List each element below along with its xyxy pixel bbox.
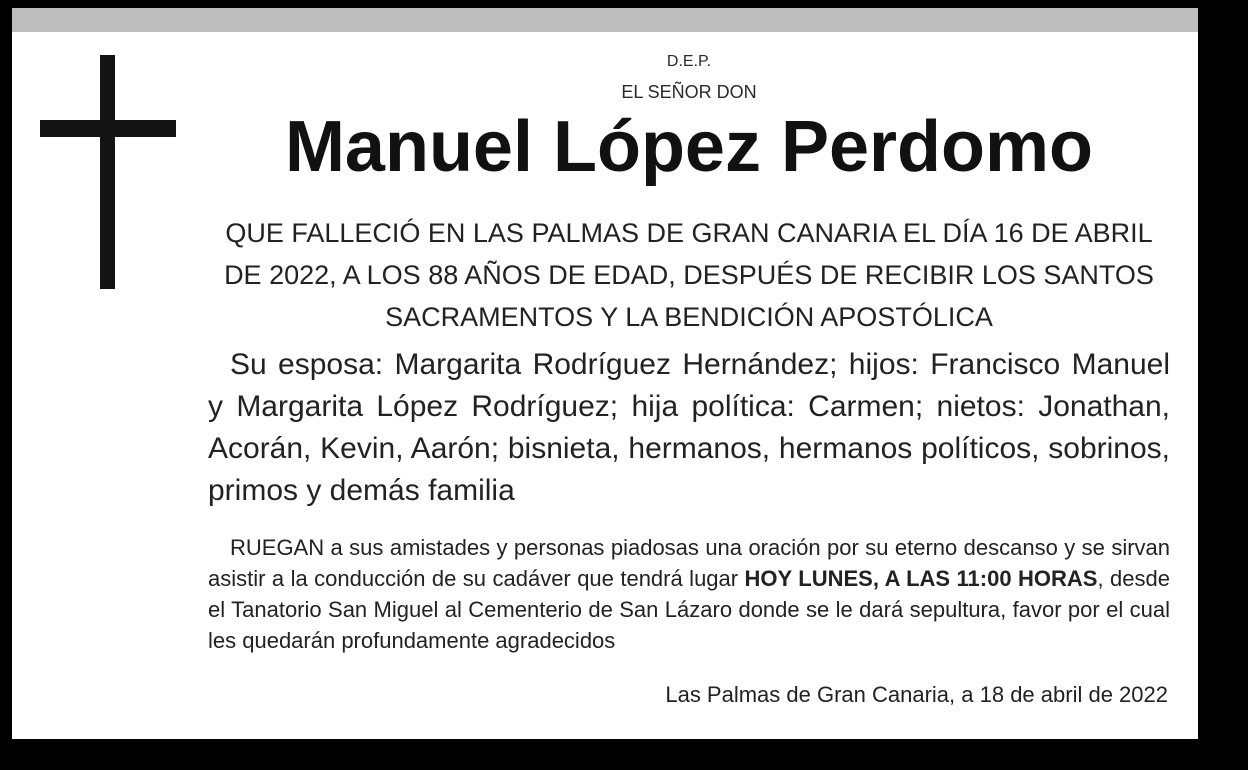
death-statement: QUE FALLECIÓ EN LAS PALMAS DE GRAN CANARIA EL DÍA 16 DE ABRIL DE 2022, A LOS 88 AÑOS DE EDAD, DESPUÉS DE RECIBIR LOS SANTOS SACRAMENTOS Y LA BENDICIÓN APOSTÓLICA bbox=[224, 218, 1154, 332]
cross-vertical-bar bbox=[100, 55, 115, 289]
request-text-1: RUEGAN a sus amistades y personas piadosas una oración por su eterno descanso y se sirvan asistir a la conducción de su cadáver que tendrá lugar bbox=[208, 535, 1170, 591]
place-date-signoff: Las Palmas de Gran Canaria, a 18 de abril de 2022 bbox=[665, 682, 1168, 707]
deceased-name: Manuel López Perdomo bbox=[284, 107, 1094, 187]
cross-horizontal-bar bbox=[40, 120, 176, 137]
title-line: EL SEÑOR DON bbox=[621, 82, 757, 102]
family-list: Su esposa: Margarita Rodríguez Hernández; hijos: Francisco Manuel y Margarita López Rodríguez; hija política: Carmen; nietos: Jonathan, Acorán, Kevin, Aarón; bisnieta, hermanos, hermanos políticos, sobrinos, primos y demás familia bbox=[208, 348, 1170, 507]
funeral-request bbox=[208, 532, 1170, 656]
obituary-notice bbox=[12, 32, 1198, 739]
request-time: HOY LUNES, A LAS 11:00 HORAS bbox=[744, 566, 1098, 591]
dep-label: D.E.P. bbox=[666, 53, 712, 70]
request-text-2: , desde el Tanatorio San Miguel al Cementerio de San Lázaro donde se le dará sepultura, favor por el cual les quedarán profundamente agradecidos bbox=[208, 566, 1170, 653]
top-border-bar bbox=[12, 8, 1198, 32]
